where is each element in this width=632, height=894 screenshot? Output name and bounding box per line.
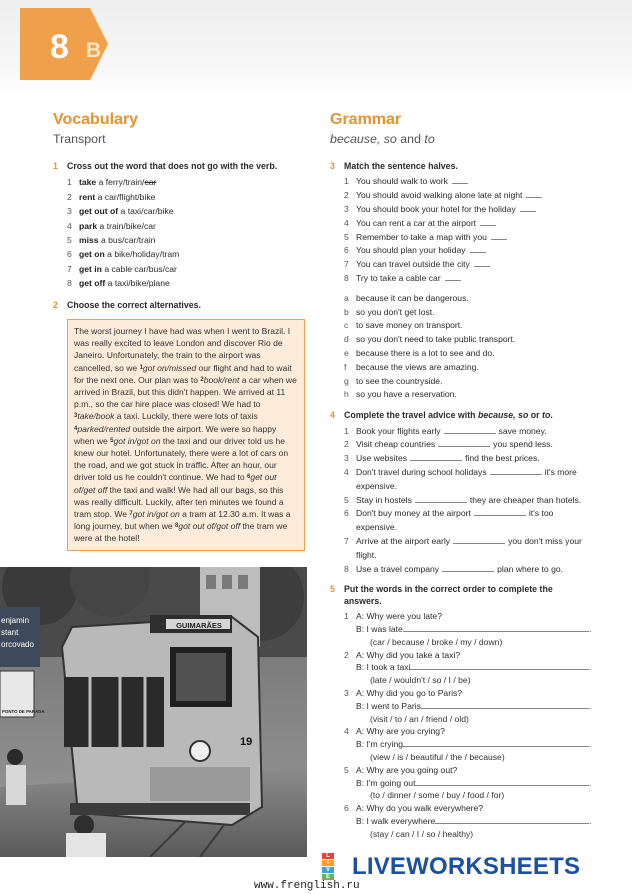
item-text: to save money on transport.	[356, 320, 463, 331]
list-item	[344, 649, 590, 687]
item-number: 2	[344, 649, 349, 660]
item-verb: get off	[79, 278, 106, 289]
item-text: You should plan your holiday	[356, 245, 466, 256]
logo-stack-letter: I	[322, 860, 334, 866]
unit-badge	[20, 8, 110, 80]
item-text: so you don't get lost.	[356, 306, 435, 317]
task-number: 2	[53, 299, 58, 310]
list-item	[344, 333, 590, 347]
tram-number: 19	[240, 736, 253, 748]
gap-number: 7	[129, 511, 133, 518]
item-text: You should book your hotel for the holiday	[356, 204, 516, 215]
item-text: because there is a lot to see and do.	[356, 347, 495, 358]
question-line	[356, 687, 590, 700]
list-item	[344, 425, 590, 439]
item-options: a bus/car/train	[100, 234, 156, 245]
word-hint: (car / because / broke / my / down)	[370, 636, 503, 647]
list-item	[344, 563, 590, 577]
story-text: outside the airport. We were so happy when we	[74, 423, 277, 446]
item-letter: a	[344, 292, 349, 303]
answer-line: B: I was late .	[356, 624, 592, 634]
task-1-list	[53, 175, 305, 290]
alternatives-choice[interactable]: got in/got on	[132, 509, 180, 520]
answer-blank[interactable]	[490, 467, 542, 475]
logo-stack-letter: V	[322, 867, 334, 873]
alternatives-choice[interactable]: get out of/get off	[74, 472, 277, 495]
list-item	[344, 764, 590, 802]
list-item	[67, 247, 305, 261]
list-item	[344, 388, 590, 402]
list-item	[344, 452, 590, 466]
item-before: Visit cheap countries	[356, 439, 436, 450]
list-item	[67, 190, 305, 204]
logo-stack-letter: E	[322, 874, 334, 880]
question-text: Why did you go to Paris?	[366, 687, 463, 698]
item-number: 8	[67, 278, 72, 289]
list-item	[344, 272, 590, 286]
item-text: You can travel outside the city	[356, 259, 470, 270]
item-text: so you have a reservation.	[356, 389, 457, 400]
item-number: 3	[67, 206, 72, 217]
speaker-label: B:	[356, 815, 365, 826]
item-text: because the views are amazing.	[356, 361, 479, 372]
question-line	[356, 802, 590, 815]
task-3-first-halves	[330, 175, 590, 285]
item-number: 2	[344, 190, 349, 201]
item-options: a taxi/bike/plane	[107, 278, 170, 289]
stop-sign: PONTO DE PARADA	[2, 709, 45, 714]
word-hint: (late / wouldn't / so / I / be)	[370, 675, 471, 686]
list-item	[344, 375, 590, 389]
item-number: 5	[67, 234, 72, 245]
unit-number: 8	[50, 28, 68, 66]
speaker-label: B:	[356, 777, 365, 788]
story-text: a taxi. Luckily, there were lots of taxis	[114, 411, 258, 422]
answer-blank[interactable]	[415, 777, 589, 786]
item-after: you spend less.	[493, 439, 553, 450]
gap-number: 8	[175, 523, 179, 530]
vocabulary-column	[53, 110, 305, 551]
story-text-box	[67, 319, 305, 551]
item-before: Don't travel during school holidays	[356, 466, 487, 477]
item-options: a taxi/car/bike	[120, 206, 174, 217]
speaker-label: A:	[356, 764, 365, 775]
story-text: the taxi and walk! We had all our bags, so this was really difficult. Luckily, after ten minutes we found a tram stop. We	[74, 484, 284, 520]
task-3-second-halves	[330, 292, 590, 402]
answer-line: B: I'm going out .	[356, 777, 592, 788]
item-number: 1	[344, 425, 349, 436]
list-item	[344, 610, 590, 648]
item-after: save money.	[498, 425, 547, 436]
item-before: Arrive at the airport early	[356, 535, 451, 546]
story-text: a tram at 12.30 a.m. It was a long journey, but when we	[74, 509, 291, 532]
answer-blank[interactable]	[445, 273, 461, 281]
item-number: 4	[344, 217, 349, 228]
item-number: 4	[344, 466, 349, 477]
list-item	[344, 347, 590, 361]
question-line	[356, 649, 590, 662]
grammar-column	[330, 110, 590, 841]
vocabulary-subtitle: Transport	[53, 132, 106, 146]
item-after: find the best prices.	[465, 453, 540, 464]
answer-blank[interactable]	[453, 536, 505, 544]
tram-photo	[0, 567, 307, 857]
grammar-title: Grammar	[330, 111, 402, 128]
item-before: Don't buy money at the airport	[356, 508, 471, 519]
speaker-label: A:	[356, 803, 365, 814]
item-after: it's too expensive.	[356, 508, 554, 533]
answer-blank[interactable]	[520, 204, 536, 212]
liveworksheets-logo	[322, 848, 622, 888]
answer-start: I'm going out	[366, 777, 416, 788]
list-item	[344, 319, 590, 333]
item-letter: e	[344, 347, 349, 358]
answer-blank[interactable]	[403, 623, 589, 632]
gap-number: 6	[247, 474, 251, 481]
answer-blank[interactable]	[410, 453, 462, 461]
list-item	[344, 361, 590, 375]
alternatives-choice[interactable]: got in/got on	[113, 435, 161, 446]
list-item	[67, 276, 305, 290]
list-item	[344, 203, 590, 217]
item-number: 2	[67, 191, 72, 202]
item-before: Book your flights early	[356, 425, 441, 436]
answer-line: B: I walk everywhere .	[356, 815, 592, 826]
list-item	[344, 244, 590, 258]
item-verb: get in	[79, 263, 102, 274]
subtitle-part: because, so	[330, 132, 397, 146]
answer-start: I'm crying	[366, 739, 404, 750]
item-number: 4	[67, 220, 72, 231]
item-after: they are cheaper than hotels.	[469, 494, 582, 505]
task-number: 1	[53, 161, 58, 171]
task-text: Match the sentence halves.	[344, 161, 458, 171]
list-item	[344, 438, 590, 452]
item-verb: park	[79, 220, 98, 231]
item-number: 8	[344, 563, 349, 574]
word-hint: (stay / can / I / so / healthy)	[370, 828, 474, 839]
item-number: 6	[67, 249, 72, 260]
word-hint: (view / is / beautiful / the / because)	[370, 751, 505, 762]
word-hint: (visit / to / an / friend / old)	[370, 713, 469, 724]
alternatives-choice[interactable]: book/rent	[203, 374, 240, 385]
story-text: the tram we were at the hotel!	[74, 521, 288, 544]
logo-stack	[322, 853, 336, 881]
task-text: Put the words in the correct order to complete the answers.	[344, 584, 553, 606]
story-text: The worst journey I have had was when I went to Brazil. I was really excited to leave London and discover Rio de Janeiro. Unfortunately, the train to the airport was cancelled, so we	[74, 325, 291, 373]
task-5-list	[330, 610, 590, 840]
speaker-label: A:	[356, 726, 365, 737]
question-line	[356, 725, 590, 738]
item-before: Use a travel company	[356, 563, 440, 574]
grammar-subtitle	[330, 132, 590, 153]
item-options: a bike/holiday/tram	[107, 249, 180, 260]
task-4-list	[330, 425, 590, 577]
answer-blank[interactable]	[470, 245, 486, 253]
list-item	[344, 189, 590, 203]
item-text: You should avoid walking alone late at night	[356, 190, 523, 201]
subtitle-part: and	[400, 132, 421, 146]
item-options: a car/flight/bike	[97, 191, 156, 202]
item-text: so you don't need to take public transport.	[356, 334, 516, 345]
speaker-label: B:	[356, 700, 365, 711]
answer-blank[interactable]	[491, 232, 507, 240]
list-item	[344, 535, 590, 563]
speaker-label: A:	[356, 611, 365, 622]
task-text: Complete the travel advice with because, so or to.	[344, 410, 553, 421]
answer-line: B: I'm crying .	[356, 739, 592, 750]
item-number: 3	[344, 687, 349, 698]
subtitle-part: to	[424, 132, 435, 146]
question-text: Why are you crying?	[366, 726, 445, 737]
task-number: 4	[330, 410, 335, 421]
list-item	[344, 231, 590, 245]
list-item	[67, 262, 305, 276]
list-item	[344, 725, 590, 763]
answer-blank[interactable]	[403, 738, 589, 747]
answer-blank[interactable]	[444, 426, 496, 434]
question-text: Why are you going out?	[366, 764, 458, 775]
answer-start: I was late	[366, 624, 403, 634]
item-letter: g	[344, 375, 349, 386]
item-number: 1	[67, 177, 72, 188]
item-verb: take	[79, 177, 97, 188]
item-options: a cable car/bus/car	[104, 263, 177, 274]
item-number: 1	[344, 176, 349, 187]
side-sign-1: enjamin	[1, 616, 30, 625]
item-before: Use websites	[356, 453, 408, 464]
alternatives-choice[interactable]: got out of/got off	[178, 521, 241, 532]
list-item	[344, 466, 590, 494]
item-text: You can rent a car at the airport	[356, 217, 477, 228]
item-verb: miss	[79, 234, 99, 245]
tram-sign: GUIMARÃES	[176, 621, 222, 630]
item-options: a train/bike/car	[99, 220, 156, 231]
word-hint: (to / dinner / some / buy / food / for)	[370, 790, 505, 801]
side-sign-3: orcovado	[1, 640, 34, 649]
task-text: Cross out the word that does not go with the verb.	[67, 161, 278, 171]
list-item	[344, 802, 590, 840]
crossed-word: car	[144, 177, 157, 188]
item-after: you don't miss your flight.	[356, 535, 582, 560]
item-number: 5	[344, 494, 349, 505]
item-letter: d	[344, 334, 349, 345]
alternatives-choice[interactable]: take/book	[77, 411, 115, 422]
item-number: 8	[344, 273, 349, 283]
item-verb: rent	[79, 191, 96, 202]
list-item	[344, 175, 590, 189]
item-number: 7	[67, 263, 72, 274]
answer-start: I went to Paris	[366, 700, 421, 711]
story-text: our flight and had to wait for the next one. Our plan was to	[74, 362, 292, 385]
item-number: 3	[344, 204, 349, 215]
question-text: Why do you walk everywhere?	[366, 803, 484, 814]
answer-line: B: I took a taxi .	[356, 662, 592, 673]
list-item	[344, 306, 590, 320]
answer-blank[interactable]	[474, 259, 490, 267]
gap-number: 2	[200, 376, 204, 383]
list-item	[67, 233, 305, 247]
answer-blank[interactable]	[452, 176, 468, 184]
item-text: because it can be dangerous.	[356, 292, 469, 303]
list-item	[67, 204, 305, 218]
list-item	[344, 507, 590, 535]
list-item	[344, 494, 590, 508]
item-options: a ferry/train/	[98, 177, 145, 188]
answer-start: I took a taxi	[366, 662, 411, 673]
side-sign-2: stant	[1, 628, 19, 637]
task-2-instruction	[53, 300, 305, 311]
answer-blank[interactable]	[474, 508, 526, 516]
answer-blank[interactable]	[410, 661, 589, 670]
list-item	[344, 687, 590, 725]
list-item	[344, 292, 590, 306]
list-item	[67, 219, 305, 233]
item-letter: b	[344, 306, 349, 317]
answer-blank[interactable]	[526, 190, 542, 198]
answer-blank[interactable]	[421, 700, 589, 709]
gap-number: 3	[74, 413, 78, 420]
speaker-label: B:	[356, 662, 365, 673]
list-item	[344, 258, 590, 272]
answer-line: B: I went to Paris .	[356, 700, 592, 711]
item-letter: f	[344, 361, 347, 372]
speaker-label: A:	[356, 687, 365, 698]
story-text: the taxi and our driver told us he knew our hotel. Unfortunately, there were a lot of cars on the road, and we got stuck in traffic. After an hour, our driver told us he couldn't continue. We had to	[74, 435, 289, 483]
unit-letter: B	[86, 39, 102, 62]
item-number: 5	[344, 764, 349, 775]
vocabulary-title: Vocabulary	[53, 111, 139, 128]
item-number: 2	[344, 439, 349, 450]
alternatives-choice[interactable]: got on/missed	[142, 362, 197, 373]
answer-start: I walk everywhere	[366, 815, 436, 826]
list-item	[344, 217, 590, 231]
task-4-instruction	[330, 410, 590, 421]
logo-stack-letter: L	[322, 853, 334, 859]
item-after: it's more expensive.	[356, 466, 577, 491]
item-verb: get out of	[79, 206, 119, 217]
gap-number: 1	[139, 364, 143, 371]
item-text: You should walk to work	[356, 176, 448, 187]
gap-number: 4	[74, 425, 78, 432]
item-letter: h	[344, 389, 349, 400]
answer-blank[interactable]	[435, 815, 589, 824]
item-number: 6	[344, 508, 349, 519]
question-line	[356, 764, 590, 777]
item-number: 6	[344, 245, 349, 256]
list-item	[67, 175, 305, 189]
alternatives-choice[interactable]: parked/rented	[77, 423, 131, 434]
item-before: Stay in hostels	[356, 494, 412, 505]
item-after: plan where to go.	[497, 563, 564, 574]
answer-blank[interactable]	[438, 439, 490, 447]
speaker-label: B:	[356, 624, 365, 634]
speaker-label: A:	[356, 649, 365, 660]
item-letter: c	[344, 320, 349, 331]
item-text: Try to take a cable car	[356, 273, 441, 283]
tram-photo-illustration	[0, 567, 307, 857]
logo-brand: LIVEWORKSHEETS	[352, 853, 581, 880]
item-text: Remember to take a map with you	[356, 231, 487, 242]
speaker-label: B:	[356, 739, 365, 750]
item-number: 7	[344, 535, 349, 546]
answer-blank[interactable]	[480, 218, 496, 226]
task-number: 3	[330, 161, 335, 171]
question-line	[356, 610, 590, 623]
item-verb: get on	[79, 249, 105, 260]
story-text: a car when we arrived in Brazil, but this didn't happen. We arrived at 11 p.m., so the car hire place was closed! We had to	[74, 374, 297, 410]
question-text: Why did you take a taxi?	[366, 649, 461, 660]
answer-blank[interactable]	[415, 495, 467, 503]
item-number: 5	[344, 231, 349, 242]
item-number: 4	[344, 726, 349, 737]
task-number: 5	[330, 584, 335, 595]
answer-blank[interactable]	[442, 564, 494, 572]
item-number: 7	[344, 259, 349, 270]
task-1-instruction	[53, 161, 305, 172]
question-text: Why were you late?	[366, 611, 442, 622]
item-text: to see the countryside.	[356, 375, 443, 386]
task-text: Choose the correct alternatives.	[67, 299, 201, 310]
item-number: 1	[344, 611, 349, 622]
task-3-instruction	[330, 161, 590, 172]
footer-url: www.frenglish.ru	[254, 880, 360, 892]
item-number: 3	[344, 453, 349, 464]
task-5-instruction	[330, 584, 590, 607]
gap-number: 5	[110, 437, 114, 444]
item-number: 6	[344, 803, 349, 814]
